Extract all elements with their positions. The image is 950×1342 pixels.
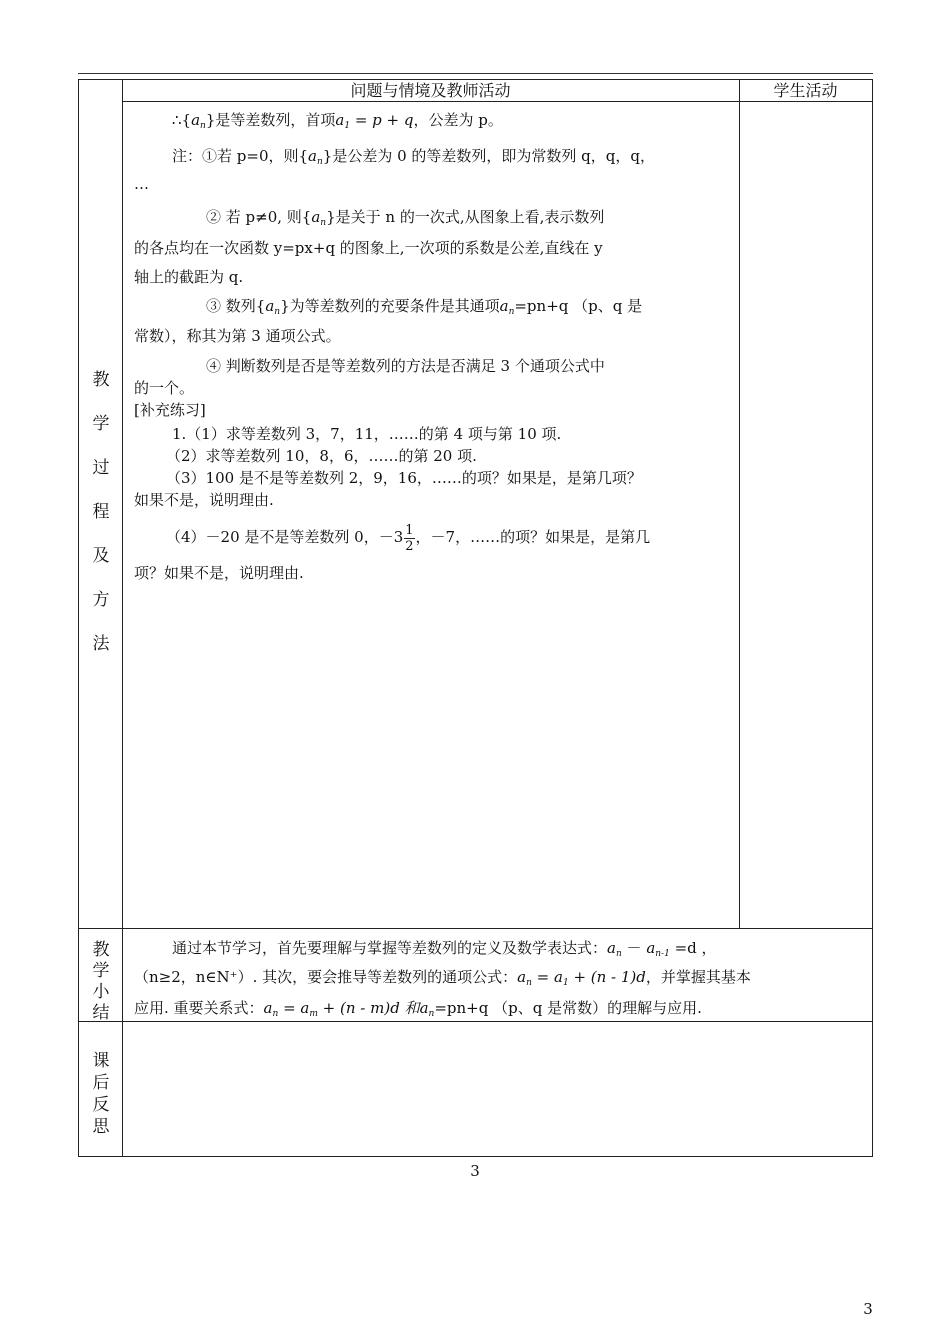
label-char: 过 xyxy=(92,458,110,478)
text-line: （3）100 是不是等差数列 2，9，16，……的项？如果是，是第几项？ xyxy=(166,469,642,487)
text-line: 如果不是，说明理由. xyxy=(134,491,274,509)
table-bottom-border xyxy=(78,1156,873,1157)
label-char: 学 xyxy=(92,414,110,434)
header-teacher-activity: 问题与情境及教师活动 xyxy=(350,81,511,100)
text-line: 的一个。 xyxy=(134,379,195,397)
text-line: … xyxy=(134,175,149,193)
label-char: 及 xyxy=(92,546,110,566)
text-line: 轴上的截距为 q. xyxy=(134,268,244,286)
table-left-border xyxy=(78,79,79,1157)
text-line: 的各点均在一次函数 y=px+q 的图象上,一次项的系数是公差,直线在 y xyxy=(134,239,603,257)
text-line: [补充练习] xyxy=(134,401,206,419)
label-char: 学 xyxy=(92,961,110,981)
page-number-corner: 3 xyxy=(863,1300,873,1318)
text-line: （n≥2，n∈N⁺）. 其次，要会推导等差数列的通项公式：$a_n = a_1 + (n - 1)d$，并掌握其基本 xyxy=(134,968,751,988)
label-char: 方 xyxy=(92,590,110,610)
text-line: 通过本节学习，首先要理解与掌握等差数列的定义及数学表达式：$a_n - a_{n-1} =d$ ， xyxy=(172,939,717,959)
row1-bottom-border xyxy=(78,928,873,929)
label-char: 课 xyxy=(92,1051,110,1071)
student-column-border xyxy=(739,79,740,929)
text-line: ③ 数列$\{a_n\}$为等差数列的充要条件是其通项$a_n=pn+q$ （p、q 是 xyxy=(206,297,643,317)
label-char: 后 xyxy=(92,1073,110,1093)
label-char: 结 xyxy=(92,1003,110,1023)
text-line: 应用. 重要关系式：$a_n = a_m + (n - m)d$ 和$a_n=pn+q$ （p、q 是常数）的理解与应用. xyxy=(134,999,702,1019)
text-line: （4）－20 是不是等差数列 0，－3 $\frac{1}{2}$ ，－7，……的项？如果是，是第几 xyxy=(166,522,651,554)
text-line: 注：①若 p=0，则$\{a_n\}$是公差为 0 的等差数列，即为常数列 q，q，q， xyxy=(172,147,655,167)
fraction-half: $\frac{1}{2}$ xyxy=(405,522,414,554)
text-line: $\therefore\{a_n\}$是等差数列，首项$a_1 = p + q$，公差为 p。 xyxy=(172,111,503,131)
label-char: 教 xyxy=(92,940,110,960)
label-char: 思 xyxy=(92,1117,110,1137)
text-line: ④ 判断数列是否是等差数列的方法是否满足 3 个通项公式中 xyxy=(206,357,605,375)
text-line: （2）求等差数列 10，8，6，……的第 20 项. xyxy=(166,447,477,465)
text-line: 常数），称其为第 3 通项公式。 xyxy=(134,327,341,345)
header-bottom-border xyxy=(122,101,873,102)
label-char: 法 xyxy=(92,634,110,654)
label-column-border xyxy=(122,79,123,1157)
page-number-center: 3 xyxy=(470,1162,480,1180)
text-line: ② 若 p≠0, 则$\{a_n\}$是关于 n 的一次式,从图象上看,表示数列 xyxy=(206,208,605,228)
text-line: 1.（1）求等差数列 3，7，11，……的第 4 项与第 10 项. xyxy=(172,425,562,443)
label-char: 反 xyxy=(92,1095,110,1115)
top-rule xyxy=(78,73,873,74)
label-char: 小 xyxy=(92,982,110,1002)
label-char: 教 xyxy=(92,370,110,390)
text-line: 项？如果不是，说明理由. xyxy=(134,564,304,582)
header-student-activity: 学生活动 xyxy=(773,81,838,100)
table-right-border xyxy=(872,79,873,1157)
label-char: 程 xyxy=(92,502,110,522)
